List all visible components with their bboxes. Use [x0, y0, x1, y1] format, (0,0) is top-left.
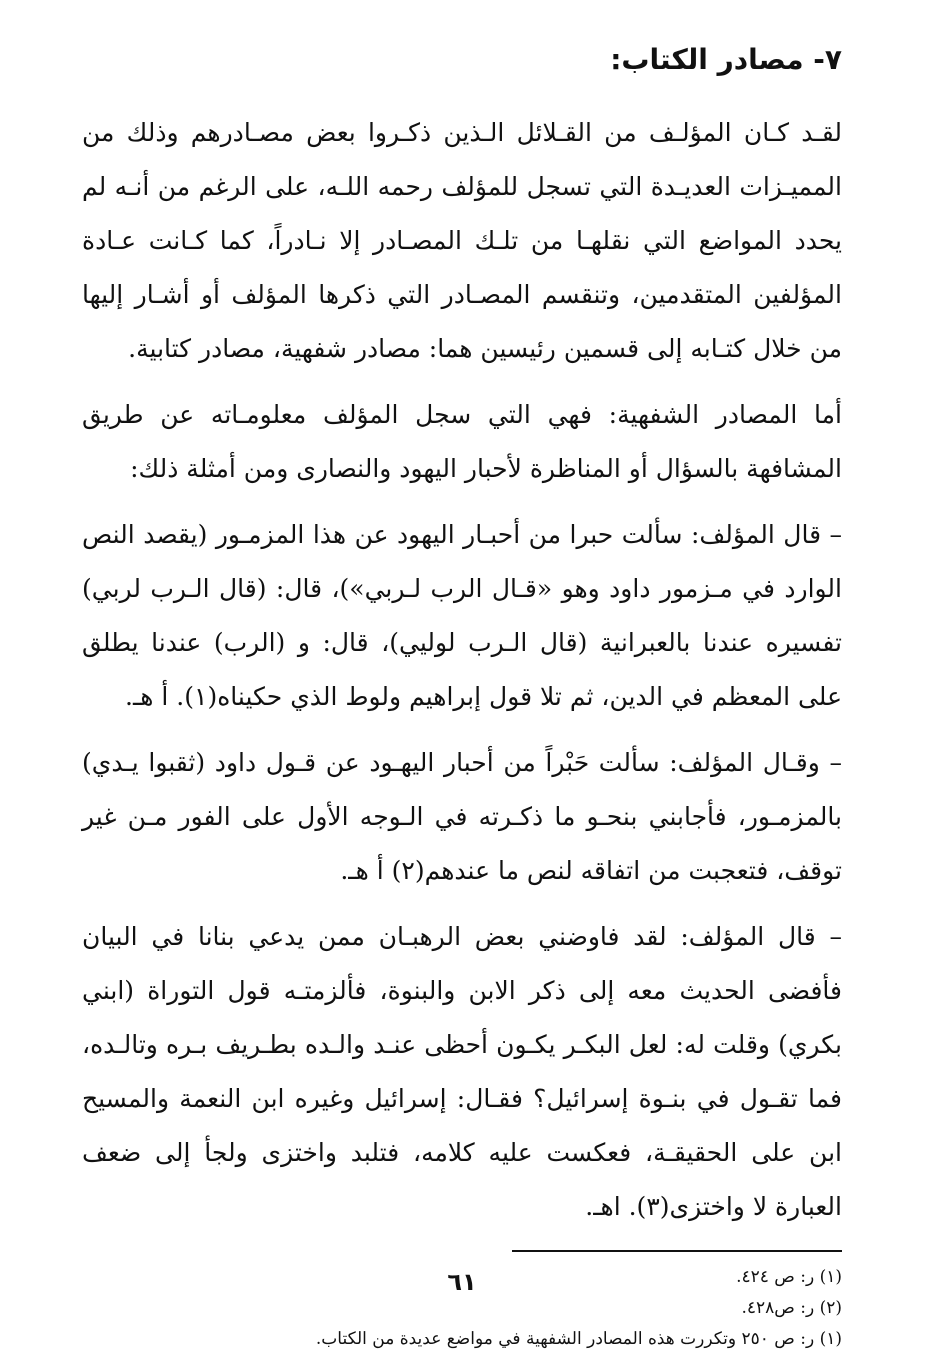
document-page [82, 42, 842, 1349]
footnote-divider [512, 1250, 842, 1252]
footnote-1: (١) ر: ص ٤٢٤. [736, 1267, 842, 1287]
example-paragraph-1: – قال المؤلف: سألت حبرا من أحبـار اليهود عن هذا المزمـور (يقصد النص الوارد في مـزمور داود وهو «قـال الرب لـربي»)، قال: (قال الـرب لربي) تفسيره عندنا بالعبرانية (قال الـرب لوليي)، قال: و (الرب) عندنا يطلق على المعظم في الدين، ثم تلا قول إبراهيم ولوط الذي حكيناه(١). أ هـ. [82, 520, 842, 711]
page-number: ٦١ [447, 1268, 477, 1296]
example-paragraph-2: – وقـال المؤلف: سألت حَبْراً من أحبار اليهـود عن قـول داود (ثقبوا يـدي) بالمزمـور، فأجابني بنحـو ما ذكـرته في الـوجه الأول على الفور مـن غير توقف، فتعجبت من اتفاقه لنص ما عندهم(٢) أ هـ. [82, 748, 842, 885]
intro-paragraph: لقـد كـان المؤلـف من القـلائل الـذين ذكـروا بعض مصـادرهم وذلك من المميـزات العديـدة التي تسجل للمؤلف رحمه اللـه، على الرغم من أنـه لم يحدد المواضع التي نقلهـا من تلـك المصـادر إلا نـادراً، كما كـانت عـادة المؤلفين المتقدمين، وتنقسم المصـادر التي ذكرها المؤلف أو أشـار إليها من خلال كتـابه إلى قسمين رئيسين هما: مصادر شفهية، مصادر كتابية. [82, 118, 842, 363]
section-title: ٧- مصادر الكتاب: [610, 43, 842, 76]
footnote-2: (٢) ر: ص٤٢٨. [741, 1298, 842, 1318]
example-paragraph-3: – قال المؤلف: لقد فاوضني بعض الرهبـان ممن يدعي بنانا في البيان فأفضى الحديث معه إلى ذكر الابن والبنوة، فألزمتـه قول التوراة (ابني بكري) وقلت له: لعل البكـر يكـون أحظى عنـد والـده بطـريف بـره وتالـده، فما تقـول في بنـوة إسرائيل؟ فقـال: إسرائيل وغيره ابن النعمة والمسيح ابن على الحقيقـة، فعكست عليه كلامه، فتلبد واختزى ولجأ إلى ضعف العبارة لا واختزى(٣). اهـ. [82, 922, 842, 1221]
footnote-3: (١) ر: ص ٢٥٠ وتكررت هذه المصادر الشفهية في مواضع عديدة من الكتاب. [315, 1329, 842, 1349]
oral-sources-paragraph: أما المصادر الشفهية: فهي التي سجل المؤلف معلومـاته عن طريق المشافهة بالسؤال أو المناظرة لأحبار اليهود والنصارى ومن أمثلة ذلك: [82, 400, 842, 483]
